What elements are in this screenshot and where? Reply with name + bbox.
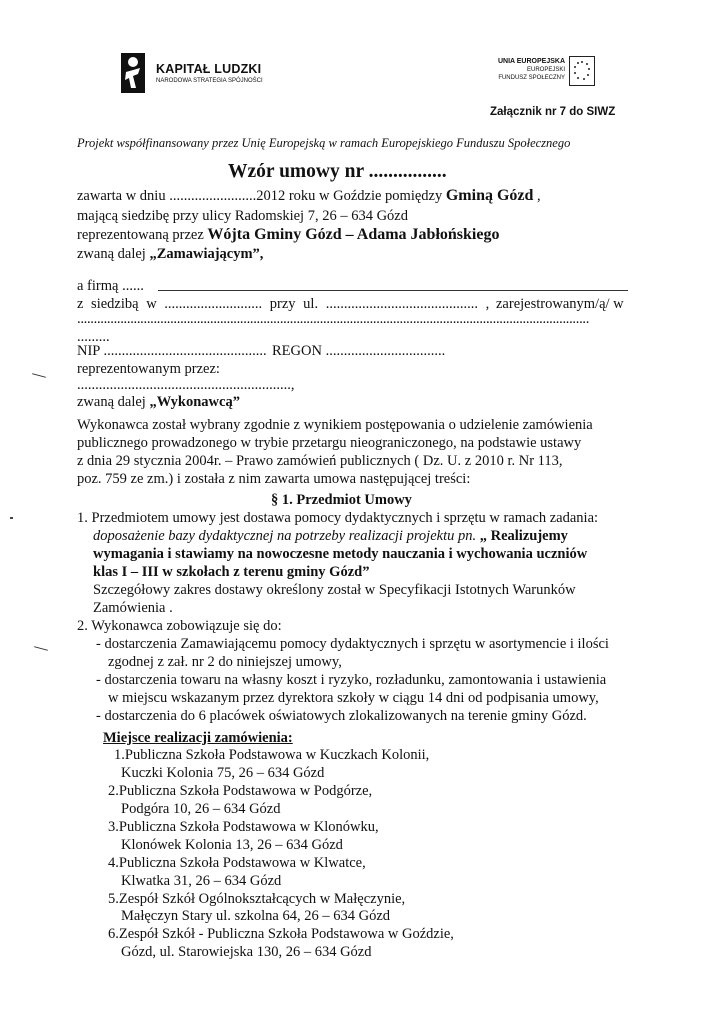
obligation-2-cont: w miejscu wskazanym przez dyrektora szkoły w ciągu 14 dni od podpisania umowy, [108,690,599,706]
location-5-name: 5.Zespół Szkół Ogólnokształcących w Małęczynie, [108,891,406,907]
firm-line: a firmą ...... [77,278,144,294]
obligation-3: - dostarczenia do 6 placówek oświatowych zlokalizowanych na terenie gminy Gózd. [96,708,587,724]
dotted-line-2: ......... [77,329,110,345]
location-1-name: 1.Publiczna Szkoła Podstawowa w Kuczkach Kolonii, [114,747,430,763]
section-1-point-1: 1. Przedmiotem umowy jest dostawa pomocy dydaktycznych i sprzętu w ramach zadania: [77,510,599,526]
represented-by-dots: ..........................................................., [77,377,295,393]
represented-by-label: reprezentowanym przez: [77,361,220,377]
location-3-name: 3.Publiczna Szkoła Podstawowa w Klonówku, [108,819,379,835]
location-2-address: Podgóra 10, 26 – 634 Gózd [121,801,281,817]
orderer-name: „Zamawiającym”, [149,246,264,262]
intro-line-2: publicznego prowadzonego w trybie przetargu nieograniczonego, na podstawie ustawy [77,435,582,451]
nip-field: NIP ............................................. [77,343,267,359]
orderer-label: zwaną dalej [77,246,150,262]
mayor-name: Wójta Gminy Gózd – Adama Jabłońskiego [207,226,500,243]
eu-label-1: UNIA EUROPEJSKA [497,58,565,65]
intro-line-4: poz. 759 ze zm.) i została z nim zawarta umowa następującej treści: [77,471,471,487]
kapital-ludzki-logo [116,50,150,96]
location-1-address: Kuczki Kolonia 75, 26 – 634 Gózd [121,765,325,781]
contractor-line [77,392,240,412]
contractor-label: zwaną dalej [77,394,150,410]
kl-subtitle: NARODOWA STRATEGIA SPÓJNOŚCI [156,78,263,84]
location-3-address: Klonówek Kolonia 13, 26 – 634 Gózd [121,837,343,853]
comma: , [533,188,541,204]
kl-title: KAPITAŁ LUDZKI [156,62,262,76]
section-1-point-1-task [93,526,568,546]
commune-name: Gminą Gózd [445,187,534,204]
locations-heading: Miejsce realizacji zamówienia: [103,730,293,746]
intro-line-1: Wykonawca został wybrany zgodnie z wynikiem postępowania o udzielenie zamówienia [77,417,593,433]
firm-dotted-line [158,290,628,291]
obligation-1-cont: zgodnej z zał. nr 2 do niniejszej umowy, [108,654,342,670]
location-6-name: 6.Zespół Szkół - Publiczna Szkoła Podstawowa w Goździe, [108,926,454,942]
project-title-3: klas I – III w szkołach z terenu gminy Gózd” [93,564,370,580]
seat-line: z siedzibą w ........................... przy ul. .......................................... , [77,296,490,312]
location-6-address: Gózd, ul. Starowiejska 130, 26 – 634 Gózd [121,944,372,960]
eu-label-2: EUROPEJSKI [526,67,565,73]
page-title: Wzór umowy nr ................ [228,161,447,182]
contract-date-line [77,186,541,206]
location-4-name: 4.Publiczna Szkoła Podstawowa w Klwatce, [108,855,366,871]
orderer-line [77,244,263,264]
represented-by-line [77,225,499,245]
date-text: zawarta w dniu ........................2012 roku w Goździe pomiędzy [77,188,446,204]
scan-mark-1 [32,373,46,378]
human-figure-icon [116,50,150,96]
eu-label-3: FUNDUSZ SPOŁECZNY [498,75,565,81]
section-1-heading: § 1. Przedmiot Umowy [271,492,412,508]
eu-flag-icon [569,56,595,86]
scan-mark-2 [34,646,48,651]
scope-line-1: Szczegółowy zakres dostawy określony został w Specyfikacji Istotnych Warunków [93,582,576,598]
intro-line-3: z dnia 29 stycznia 2004r. – Prawo zamówień publicznych ( Dz. U. z 2010 r. Nr 113, [77,453,563,469]
project-title-2: wymagania i stawiamy na nowoczesne metody nauczania i wychowania uczniów [93,546,588,562]
scope-line-2: Zamówienia . [93,600,173,616]
location-4-address: Klwatka 31, 26 – 634 Gózd [121,873,282,889]
commune-address: mającą siedzibę przy ulicy Radomskiej 7, 26 – 634 Gózd [77,208,408,224]
registered-label: zarejestrowanym/ą/ w [496,296,624,312]
obligation-2: - dostarczenia towaru na własny koszt i ryzyko, rozładunku, zamontowania i ustawienia [96,672,607,688]
obligation-1: - dostarczenia Zamawiającemu pomocy dydaktycznych i sprzętu w asortymencie i ilości [96,636,609,652]
section-1-point-2: 2. Wykonawca zobowiązuje się do: [77,618,282,634]
dotted-line-1: .......................................................................................................................................................... [77,311,590,327]
represented-label: reprezentowaną przez [77,227,208,243]
regon-field: REGON ................................. [272,343,446,359]
location-2-name: 2.Publiczna Szkoła Podstawowa w Podgórze, [108,783,373,799]
task-description: doposażenie bazy dydaktycznej na potrzeby realizacji projektu pn. [93,528,477,544]
scan-dot [10,517,13,519]
contractor-name: „Wykonawcą” [149,394,240,410]
project-title-start: „ Realizujemy [476,528,568,544]
cofinance-note: Projekt współfinansowany przez Unię Europejską w ramach Europejskiego Funduszu Społecznego [77,136,571,150]
attachment-label: Załącznik nr 7 do SIWZ [490,106,616,118]
location-5-address: Małęczyn Stary ul. szkolna 64, 26 – 634 Gózd [121,908,391,924]
